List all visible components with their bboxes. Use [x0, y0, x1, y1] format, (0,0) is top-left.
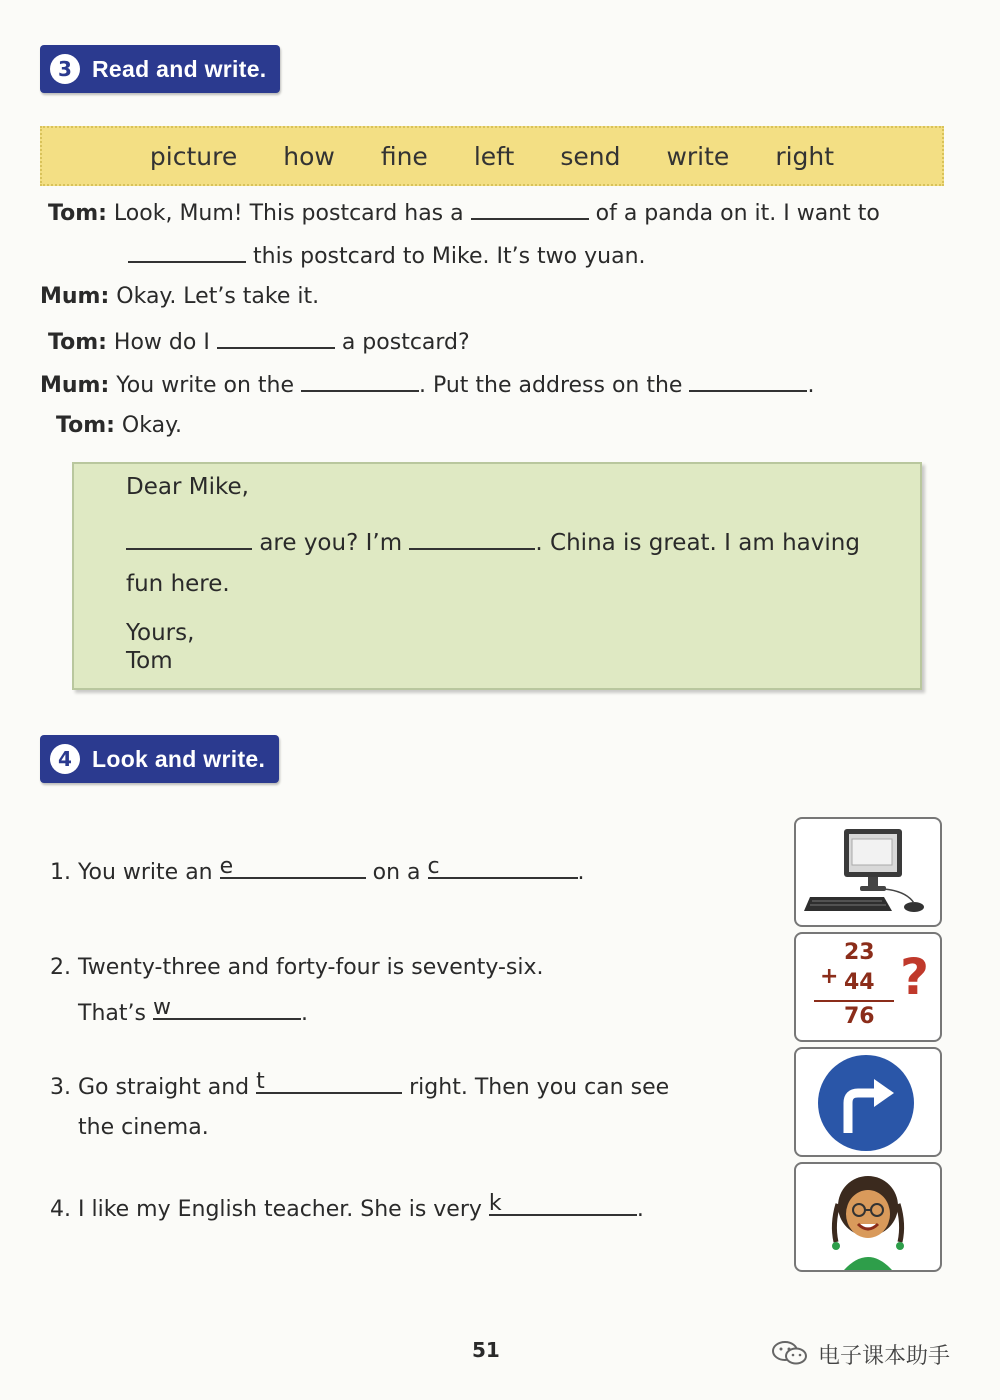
question-text: . — [577, 860, 585, 885]
dialogue-line — [48, 327, 470, 355]
hint-letter: t — [256, 1069, 265, 1094]
section-3-label — [40, 45, 280, 93]
dialogue-line — [128, 241, 646, 269]
speaker-label: Tom: — [48, 201, 107, 226]
question-text: on a — [372, 860, 421, 885]
dialogue-text: this postcard to Mike. It’s two yuan. — [253, 244, 646, 269]
answer-blank[interactable] — [217, 327, 335, 349]
answer-blank[interactable] — [219, 854, 366, 879]
watermark-text: 电子课本助手 — [818, 1344, 951, 1369]
question-text: 2. Twenty-three and forty-four is seventy-six. — [50, 955, 544, 980]
question-1 — [50, 854, 585, 885]
answer-blank[interactable] — [301, 370, 419, 392]
question-3-line-2 — [78, 1115, 209, 1140]
dialogue-text: . Put the address on the — [419, 373, 683, 398]
word-bank-item: how — [283, 141, 335, 171]
girl-face-icon — [796, 1164, 940, 1270]
turn-right-sign-picture — [794, 1047, 942, 1157]
dialogue-text: You write on the — [116, 373, 294, 398]
question-text: the cinema. — [78, 1115, 209, 1140]
question-2-line-2 — [78, 995, 308, 1026]
word-bank-item: fine — [380, 141, 428, 171]
math-number: 44 — [844, 970, 875, 995]
computer-picture — [794, 817, 942, 927]
question-text: 3. Go straight and — [50, 1075, 250, 1100]
math-picture — [794, 932, 942, 1042]
question-4 — [50, 1191, 644, 1222]
speaker-label: Tom: — [56, 413, 115, 438]
hint-letter: k — [488, 1191, 502, 1216]
hint-letter: w — [152, 995, 171, 1020]
math-operator: + — [820, 964, 839, 989]
dialogue-text: Look, Mum! This postcard has a — [113, 201, 464, 226]
answer-blank[interactable] — [427, 854, 578, 879]
postcard-closing: Yours, — [126, 620, 195, 646]
section-3-title: Read and write. — [92, 55, 267, 82]
answer-blank[interactable] — [128, 241, 246, 263]
dialogue-text: Okay. — [121, 413, 182, 438]
math-divider — [814, 1000, 894, 1002]
word-bank-item: picture — [149, 141, 238, 171]
math-number: 23 — [844, 940, 875, 965]
word-bank-item: send — [560, 141, 621, 171]
dialogue-line — [48, 198, 880, 226]
postcard-line — [126, 528, 860, 556]
postcard-text: are you? I’m — [259, 530, 403, 556]
postcard-signature: Tom — [126, 648, 173, 674]
word-bank-item: write — [666, 141, 730, 171]
dialogue-text: How do I — [113, 330, 210, 355]
dialogue-text: Okay. Let’s take it. — [116, 284, 320, 309]
hint-letter: c — [427, 854, 440, 879]
answer-blank[interactable] — [256, 1069, 402, 1094]
teacher-picture — [794, 1162, 942, 1272]
speaker-label: Mum: — [40, 284, 110, 309]
dialogue-text: . — [807, 373, 815, 398]
question-2 — [50, 955, 544, 980]
section-4-title: Look and write. — [92, 745, 266, 772]
question-text: That’s — [78, 1001, 146, 1026]
turn-right-sign-icon — [796, 1049, 940, 1155]
word-bank — [40, 126, 944, 186]
postcard-text: fun here. — [126, 571, 230, 597]
dialogue-line — [56, 413, 182, 438]
word-bank-item: left — [473, 141, 515, 171]
question-text: 1. You write an — [50, 860, 213, 885]
question-text: . — [300, 1001, 308, 1026]
dialogue-text: a postcard? — [341, 330, 470, 355]
answer-blank[interactable] — [126, 528, 252, 550]
word-bank-item: right — [775, 141, 835, 171]
speaker-label: Tom: — [48, 330, 107, 355]
computer-icon — [796, 819, 940, 925]
postcard — [72, 462, 922, 690]
math-result: 76 — [844, 1004, 875, 1029]
hint-letter: e — [219, 854, 234, 879]
answer-blank[interactable] — [471, 198, 589, 220]
section-4-number: 4 — [50, 744, 80, 774]
question-text: 4. I like my English teacher. She is very — [50, 1197, 482, 1222]
answer-blank[interactable] — [488, 1191, 637, 1216]
question-text: . — [636, 1197, 644, 1222]
dialogue-text: of a panda on it. I want to — [595, 201, 880, 226]
postcard-text: . China is great. I am having — [535, 530, 860, 556]
dialogue-line — [40, 284, 319, 309]
question-mark-icon: ? — [900, 948, 930, 1006]
dialogue-line — [40, 370, 814, 398]
wechat-icon — [770, 1340, 810, 1366]
answer-blank[interactable] — [152, 995, 301, 1020]
section-4-label — [40, 735, 279, 783]
page-number: 51 — [472, 1338, 500, 1362]
question-text: right. Then you can see — [409, 1075, 670, 1100]
section-3-number: 3 — [50, 54, 80, 84]
postcard-greeting: Dear Mike, — [126, 474, 249, 500]
speaker-label: Mum: — [40, 373, 110, 398]
answer-blank[interactable] — [409, 528, 535, 550]
answer-blank[interactable] — [689, 370, 807, 392]
question-3 — [50, 1069, 670, 1100]
